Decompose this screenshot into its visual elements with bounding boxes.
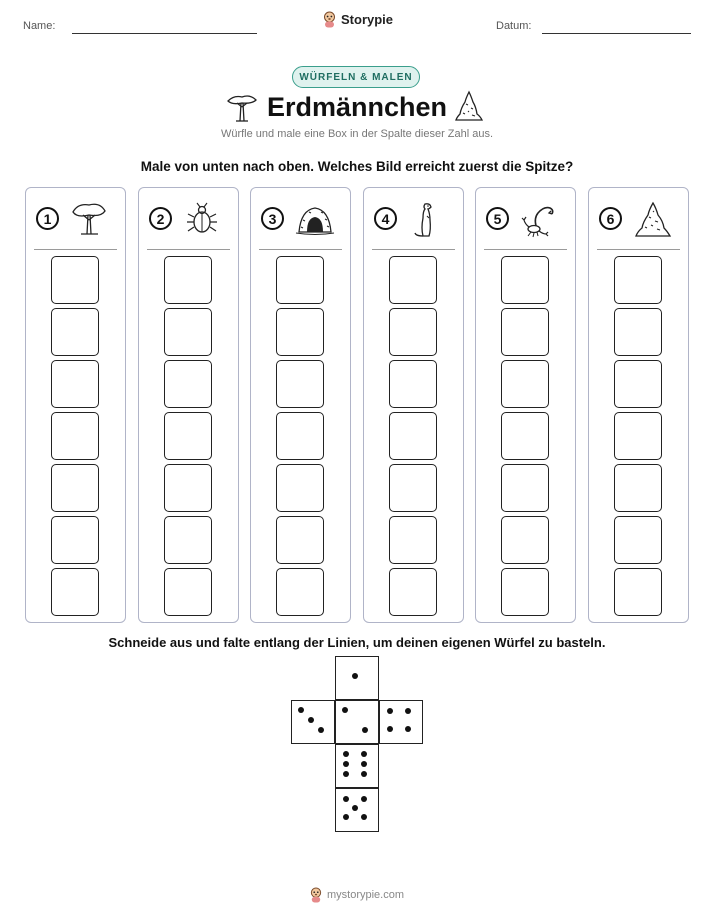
die-pip (361, 751, 367, 757)
color-box[interactable] (501, 360, 549, 408)
column-divider (484, 249, 567, 250)
termite-mound-title-icon (454, 90, 484, 122)
column-divider (147, 249, 230, 250)
column-divider (597, 249, 680, 250)
color-box[interactable] (276, 464, 324, 512)
date-line[interactable] (542, 33, 691, 34)
date-label: Datum: (496, 20, 532, 32)
meerkat-icon (408, 200, 446, 240)
scorpion-icon (520, 200, 560, 240)
die-face-1 (335, 656, 379, 700)
die-pip (343, 771, 349, 777)
color-box[interactable] (164, 256, 212, 304)
logo (322, 11, 393, 28)
die-pip (318, 727, 324, 733)
die-pip (361, 814, 367, 820)
color-box[interactable] (614, 516, 662, 564)
color-box[interactable] (614, 568, 662, 616)
die-face-3 (291, 700, 335, 744)
column-divider (259, 249, 342, 250)
color-box[interactable] (276, 412, 324, 460)
color-box[interactable] (501, 308, 549, 356)
color-box[interactable] (51, 412, 99, 460)
color-box[interactable] (614, 308, 662, 356)
die-pip (361, 761, 367, 767)
die-pip (405, 726, 411, 732)
column-number: 2 (149, 207, 172, 230)
die-pip (362, 727, 368, 733)
color-box[interactable] (501, 568, 549, 616)
die-face-6 (335, 744, 379, 788)
die-pip (343, 761, 349, 767)
column-number: 1 (36, 207, 59, 230)
beetle-icon (183, 200, 221, 238)
color-box[interactable] (51, 516, 99, 564)
activity-badge: WÜRFELN & MALEN (292, 66, 420, 88)
page-title: Erdmännchen (266, 92, 448, 122)
color-box[interactable] (389, 256, 437, 304)
die-pip (343, 796, 349, 802)
column-1 (25, 187, 126, 623)
column-number: 3 (261, 207, 284, 230)
color-box[interactable] (501, 256, 549, 304)
color-box[interactable] (614, 464, 662, 512)
die-pip (405, 708, 411, 714)
die-pip (343, 751, 349, 757)
color-box[interactable] (389, 412, 437, 460)
cut-instruction: Schneide aus und falte entlang der Linien, um deinen eigenen Würfel zu basteln. (108, 635, 606, 650)
color-box[interactable] (51, 568, 99, 616)
name-line[interactable] (72, 33, 257, 34)
acacia-tree-icon (70, 200, 108, 238)
color-box[interactable] (501, 464, 549, 512)
column-5 (475, 187, 576, 623)
subtitle: Würfle und male eine Box in der Spalte dieser Zahl aus. (220, 128, 494, 140)
die-pip (352, 805, 358, 811)
die-pip (361, 771, 367, 777)
color-box[interactable] (501, 412, 549, 460)
burrow-icon (295, 200, 335, 238)
color-box[interactable] (389, 464, 437, 512)
name-label: Name: (23, 20, 56, 32)
column-divider (34, 249, 117, 250)
color-box[interactable] (276, 256, 324, 304)
color-box[interactable] (389, 516, 437, 564)
color-box[interactable] (51, 360, 99, 408)
die-pip (352, 673, 358, 679)
color-box[interactable] (164, 360, 212, 408)
color-box[interactable] (164, 308, 212, 356)
color-box[interactable] (276, 568, 324, 616)
color-box[interactable] (164, 516, 212, 564)
color-box[interactable] (389, 308, 437, 356)
color-box[interactable] (389, 568, 437, 616)
color-box[interactable] (164, 568, 212, 616)
instruction: Male von unten nach oben. Welches Bild erreicht zuerst die Spitze? (140, 159, 574, 174)
die-face-4 (379, 700, 423, 744)
column-3 (250, 187, 351, 623)
die-face-2 (335, 700, 379, 744)
color-box[interactable] (276, 360, 324, 408)
color-box[interactable] (51, 464, 99, 512)
die-pip (361, 796, 367, 802)
color-box[interactable] (614, 360, 662, 408)
brand-name: Storypie (341, 12, 394, 27)
color-box[interactable] (276, 308, 324, 356)
color-box[interactable] (614, 412, 662, 460)
color-box[interactable] (614, 256, 662, 304)
footer (309, 887, 404, 903)
color-box[interactable] (501, 516, 549, 564)
column-number: 5 (486, 207, 509, 230)
column-6 (588, 187, 689, 623)
column-number: 4 (374, 207, 397, 230)
color-box[interactable] (51, 308, 99, 356)
color-box[interactable] (164, 464, 212, 512)
die-face-5 (335, 788, 379, 832)
die-pip (298, 707, 304, 713)
die-pip (308, 717, 314, 723)
column-divider (372, 249, 455, 250)
meerkat-logo-icon (309, 887, 323, 903)
footer-url[interactable]: mystorypie.com (327, 889, 405, 901)
column-4 (363, 187, 464, 623)
die-pip (343, 814, 349, 820)
color-box[interactable] (276, 516, 324, 564)
die-pip (387, 708, 393, 714)
column-2 (138, 187, 239, 623)
die-pip (387, 726, 393, 732)
color-box[interactable] (51, 256, 99, 304)
color-box[interactable] (389, 360, 437, 408)
meerkat-logo-icon (322, 11, 337, 28)
color-box[interactable] (164, 412, 212, 460)
termite-mound-icon (633, 200, 673, 240)
column-number: 6 (599, 207, 622, 230)
die-pip (342, 707, 348, 713)
